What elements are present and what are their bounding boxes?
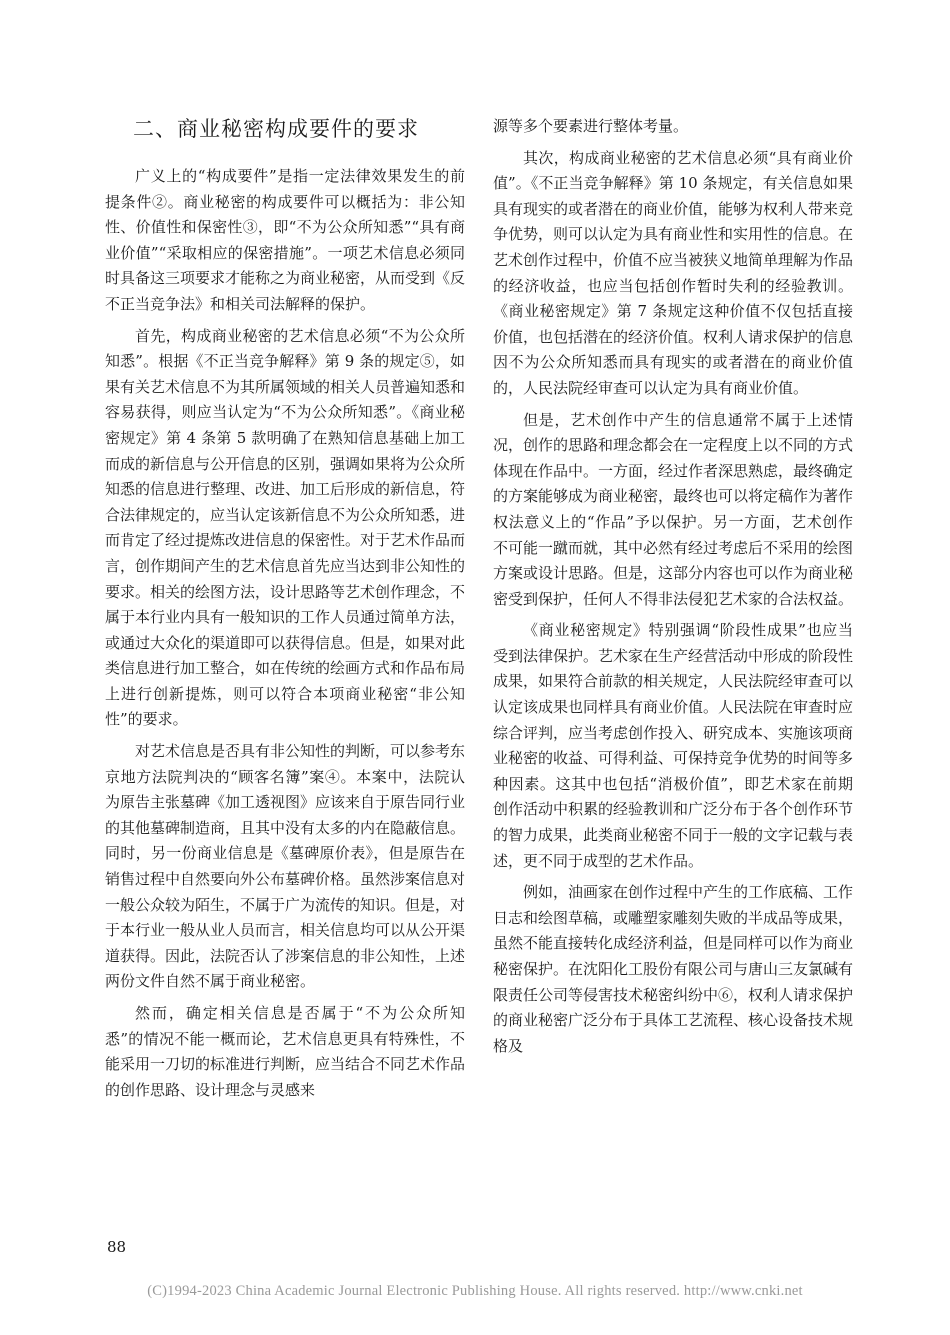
- paragraph: 例如，油画家在创作过程中产生的工作底稿、工作日志和绘图草稿，或雕塑家雕刻失败的半成品等成果，虽然不能直接转化成经济利益，但是同样可以作为商业秘密保护。在沈阳化工股份有限公司与唐山三友氯碱有限责任公司等侵害技术秘密纠纷中⑥，权利人请求保护的商业秘密广泛分布于具体工艺流程、核心设备技术规格及: [493, 883, 854, 1055]
- paragraph: 《商业秘密规定》特别强调“阶段性成果”也应当受到法律保护。艺术家在生产经营活动中形成的阶段性成果，如果符合前款的相关规定，人民法院经审查可以认定该成果也同样具有商业价值。人民法院在审查时应综合评判，应当考虑创作投入、研究成本、实施该项商业秘密的收益、可得利益、可保持竞争优势的时间等多种因素。这其中也包括“消极价值”，即艺术家在前期创作活动中积累的经验教训和广泛分布于各个创作环节的智力成果，此类商业秘密不同于一般的文字记载与表述，更不同于成型的艺术作品。: [493, 621, 854, 870]
- paragraph: 然而，确定相关信息是否属于“不为公众所知悉”的情况不能一概而论，艺术信息更具有特殊性，不能采用一刀切的标准进行判断，应当结合不同艺术作品的创作思路、设计理念与灵感来: [105, 1004, 466, 1099]
- right-column: [493, 114, 853, 1065]
- paragraph: 但是，艺术创作中产生的信息通常不属于上述情况，创作的思路和理念都会在一定程度上以不同的方式体现在作品中。一方面，经过作者深思熟虑，最终确定的方案能够成为商业秘密，最终也可以将定稿作为著作权法意义上的“作品”予以保护。另一方面，艺术创作不可能一蹴而就，其中必然有经过考虑后不采用的绘图方案或设计思路。但是，这部分内容也可以作为商业秘密受到保护，任何人不得非法侵犯艺术家的合法权益。: [493, 410, 854, 608]
- copyright-footer: (C)1994-2023 China Academic Journal Electronic Publishing House. All rights reserved. http://www.cnki.net: [147, 1283, 803, 1299]
- paragraph: 首先，构成商业秘密的艺术信息必须“不为公众所知悉”。根据《不正当竞争解释》第 9 条的规定⑤，如果有关艺术信息不为其所属领域的相关人员普遍知悉和容易获得，则应当认定为“不为公众所知悉”。《商业秘密规定》第 4 条第 5 款明确了在熟知信息基础上加工而成的新信息与公开信息的区别，强调如果将为公众所知悉的信息进行整理、改进、加工后形成的新信息，符合法律规定的，应当认定该新信息不为公众所知悉，进而肯定了经过提炼改进信息的保密性。对于艺术作品而言，创作期间产生的艺术信息首先应当达到非公知性的要求。相关的绘图方法，设计思路等艺术创作理念，不属于本行业内具有一般知识的工作人员通过简单方法，或通过大众化的渠道即可以获得信息。但是，如果对此类信息进行加工整合，如在传统的绘画方式和作品布局上进行创新提炼，则可以符合本项商业秘密“非公知性”的要求。: [105, 326, 466, 729]
- paragraph: 广义上的“构成要件”是指一定法律效果发生的前提条件②。商业秘密的构成要件可以概括为：非公知性、价值性和保密性③，即“不为公众所知悉”“具有商业价值”“采取相应的保密措施”。一项艺术信息必须同时具备这三项要求才能称之为商业秘密，从而受到《反不正当竞争法》和相关司法解释的保护。: [105, 167, 466, 313]
- section-heading: 二、商业秘密构成要件的要求: [133, 117, 419, 141]
- page-number: 88: [107, 1238, 127, 1256]
- paragraph: 对艺术信息是否具有非公知性的判断，可以参考东京地方法院判决的“顾客名簿”案④。本案中，法院认为原告主张墓碑《加工透视图》应该来自于原告同行业的其他墓碑制造商，且其中没有太多的内在隐蔽信息。同时，另一份商业信息是《墓碑原价表》，但是原告在销售过程中自然要向外公布墓碑价格。虽然涉案信息对一般公众较为陌生，不属于广为流传的知识。但是，对于本行业一般从业人员而言，相关信息均可以从公开渠道获得。因此，法院否认了涉案信息的非公知性，上述两份文件自然不属于商业秘密。: [105, 742, 466, 991]
- paragraph-continuation: 源等多个要素进行整体考量。: [493, 117, 689, 135]
- left-column: [105, 114, 465, 1109]
- paragraph: 其次，构成商业秘密的艺术信息必须“具有商业价值”。《不正当竞争解释》第 10 条规定，有关信息如果具有现实的或者潜在的商业价值，能够为权利人带来竞争优势，则可以认定为具有商业性和实用性的信息。在艺术创作过程中，价值不应当被狭义地简单理解为作品的经济收益，也应当包括创作暂时失利的经验教训。《商业秘密规定》第 7 条规定这种价值不仅包括直接价值，也包括潜在的经济价值。权利人请求保护的信息因不为公众所知悉而具有现实的或者潜在的商业价值的，人民法院经审查可以认定为具有商业价值。: [493, 148, 854, 397]
